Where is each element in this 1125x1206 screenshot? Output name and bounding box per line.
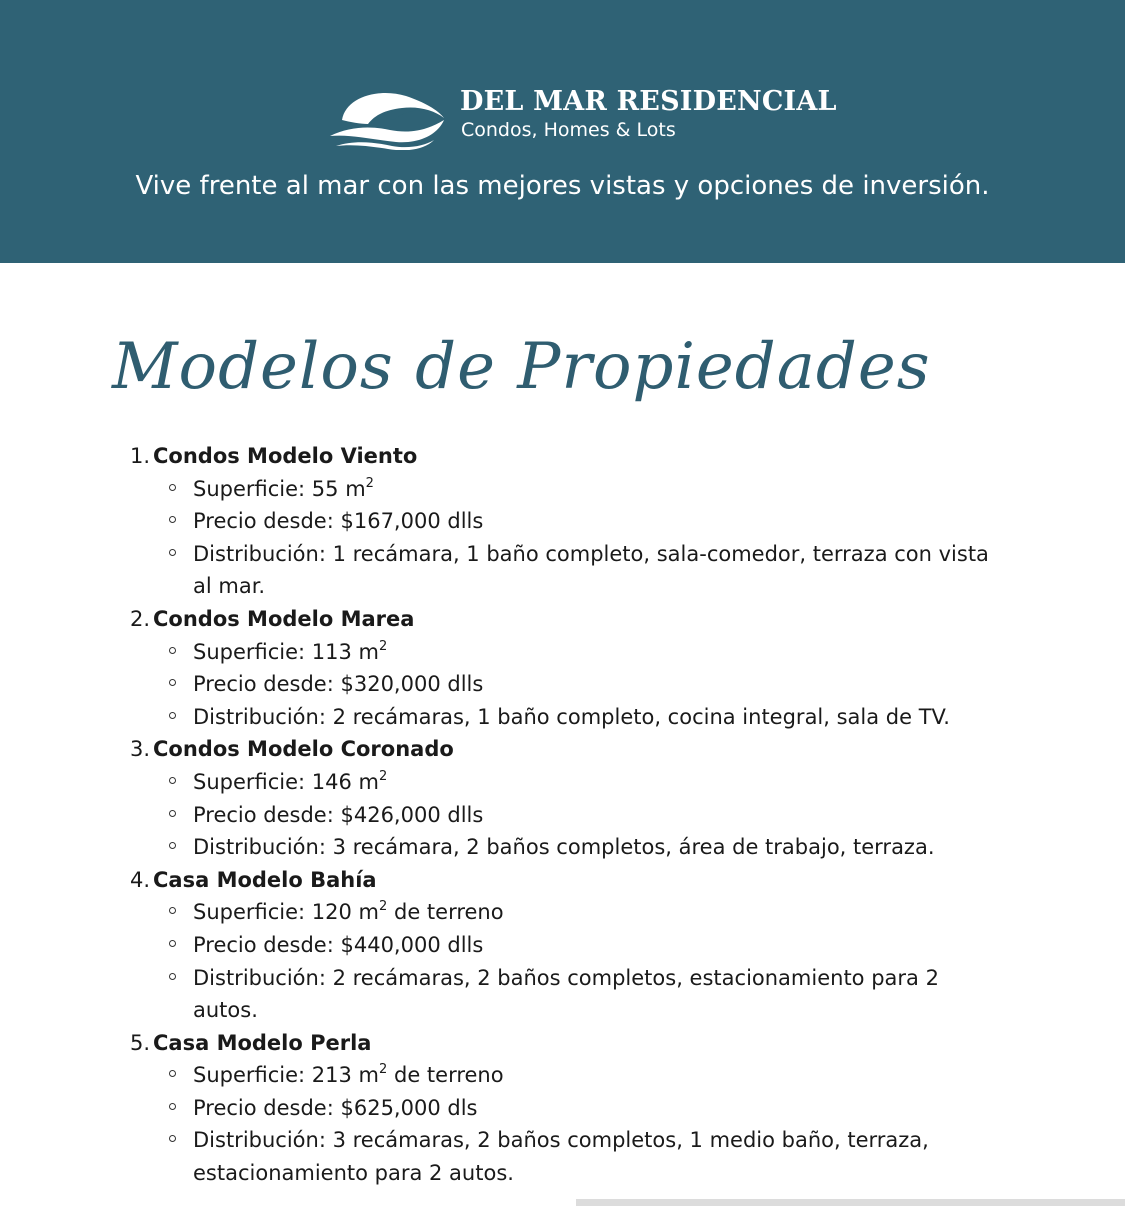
list-item — [130, 1027, 1010, 1190]
models-list — [130, 440, 1010, 1190]
bullet-icon — [169, 712, 176, 719]
brand-name: DEL MAR RESIDENCIAL — [460, 86, 837, 117]
model-distribucion: Distribución: 3 recámara, 2 baños completos, área de trabajo, terraza. — [130, 831, 1010, 864]
model-title: 2. Condos Modelo Marea — [130, 606, 415, 631]
bullet-icon — [169, 484, 176, 491]
bullet-icon — [169, 973, 176, 980]
model-precio: Precio desde: $426,000 dlls — [130, 799, 1010, 832]
model-precio: Precio desde: $167,000 dlls — [130, 505, 1010, 538]
bullet-icon — [169, 907, 176, 914]
bullet-icon — [169, 1070, 176, 1077]
model-superficie: Superficie: 55 $m^2$ — [130, 473, 1010, 506]
model-superficie: Superficie: 146 $m^2$ — [130, 766, 1010, 799]
wave-icon — [328, 86, 446, 150]
model-superficie: Superficie: 113 $m^2$ — [130, 636, 1010, 669]
model-precio: Precio desde: $320,000 dlls — [130, 668, 1010, 701]
bullet-icon — [169, 940, 176, 947]
bullet-icon — [169, 842, 176, 849]
header-banner — [0, 0, 1125, 263]
brand-subtitle: Condos, Homes & Lots — [461, 119, 676, 141]
list-item — [130, 733, 1010, 863]
model-precio: Precio desde: $440,000 dlls — [130, 929, 1010, 962]
bullet-icon — [169, 516, 176, 523]
bottom-divider — [576, 1199, 1125, 1206]
tagline: Vive frente al mar con las mejores vistas y opciones de inversión. — [135, 171, 990, 201]
model-precio: Precio desde: $625,000 dls — [130, 1092, 1010, 1125]
section-title: Modelos de Propiedades — [112, 330, 931, 404]
model-distribucion: Distribución: 2 recámaras, 2 baños completos, estacionamiento para 2 autos. — [130, 962, 1010, 1027]
bullet-icon — [169, 1103, 176, 1110]
model-superficie: Superficie: 120 $m^2$ de terreno — [130, 896, 1010, 929]
model-distribucion: Distribución: 2 recámaras, 1 baño completo, cocina integral, sala de TV. — [130, 701, 1010, 734]
bullet-icon — [169, 647, 176, 654]
model-distribucion: Distribución: 1 recámara, 1 baño completo, sala-comedor, terraza con vista al mar. — [130, 538, 1010, 603]
model-title: 1. Condos Modelo Viento — [130, 444, 418, 468]
model-title: 5. Casa Modelo Perla — [130, 1030, 372, 1055]
bullet-icon — [169, 1135, 176, 1142]
list-item — [130, 440, 1010, 603]
bullet-icon — [169, 777, 176, 784]
model-distribucion: Distribución: 3 recámaras, 2 baños completos, 1 medio baño, terraza, estacionamiento para 2 autos. — [130, 1124, 1010, 1189]
list-item — [130, 864, 1010, 1027]
bullet-icon — [169, 810, 176, 817]
model-title: 4. Casa Modelo Bahía — [130, 867, 377, 892]
model-title: 3. Condos Modelo Coronado — [130, 737, 454, 762]
list-item — [130, 603, 1010, 733]
bullet-icon — [169, 549, 176, 556]
model-superficie: Superficie: 213 $m^2$ de terreno — [130, 1059, 1010, 1092]
bullet-icon — [169, 679, 176, 686]
